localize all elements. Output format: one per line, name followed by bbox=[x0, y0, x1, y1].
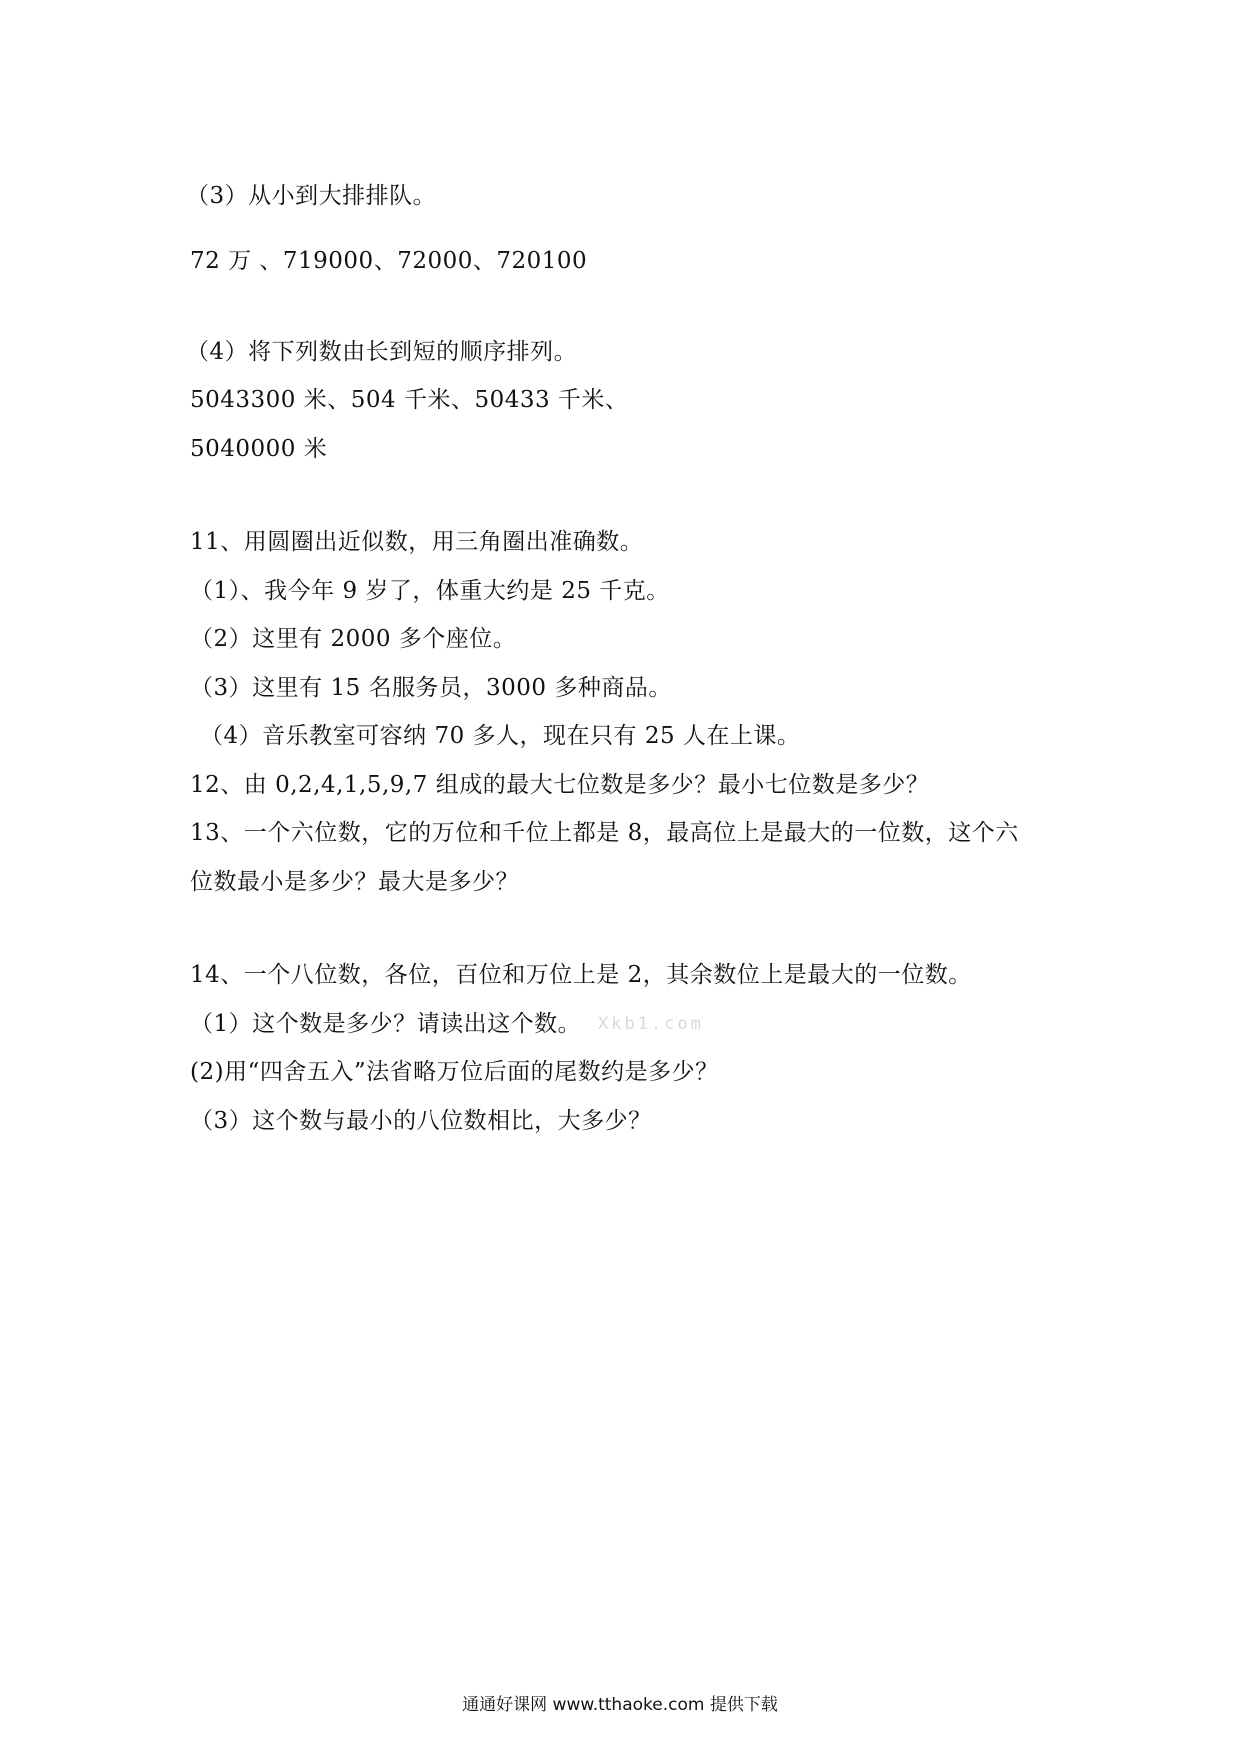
q10-3-numbers: 72 万 、719000、72000、720100 bbox=[190, 248, 588, 274]
watermark: Xkb1.com bbox=[598, 1014, 704, 1034]
q13-line1: 13、一个六位数，它的万位和千位上都是 8，最高位上是最大的一位数，这个六 bbox=[190, 820, 1019, 846]
q13-line2: 位数最小是多少？最大是多少？ bbox=[190, 869, 519, 895]
q10-4-numbers-line2: 5040000 米 bbox=[190, 436, 328, 462]
q14-heading: 14、一个八位数，各位，百位和万位上是 2，其余数位上是最大的一位数。 bbox=[190, 962, 972, 988]
q10-4-heading: （4）将下列数由长到短的顺序排列。 bbox=[186, 339, 578, 365]
q11-item-2: （2）这里有 2000 多个座位。 bbox=[190, 626, 517, 652]
q14-item-1: （1）这个数是多少？请读出这个数。 bbox=[190, 1011, 582, 1037]
page-footer: 通通好课网 www.tthaoke.com 提供下载 bbox=[462, 1695, 778, 1715]
q11-item-4: （4）音乐教室可容纳 70 多人，现在只有 25 人在上课。 bbox=[200, 723, 801, 749]
q12: 12、由 0,2,4,1,5,9,7 组成的最大七位数是多少？最小七位数是多少？ bbox=[190, 772, 930, 798]
q14-item-3: （3）这个数与最小的八位数相比，大多少？ bbox=[190, 1108, 652, 1134]
q14-item-2: (2)用“四舍五入”法省略万位后面的尾数约是多少？ bbox=[190, 1059, 719, 1085]
q11-item-3: （3）这里有 15 名服务员，3000 多种商品。 bbox=[190, 675, 672, 701]
q10-4-numbers-line1: 5043300 米、504 千米、50433 千米、 bbox=[190, 387, 629, 413]
q11-heading: 11、用圆圈出近似数，用三角圈出准确数。 bbox=[190, 529, 644, 555]
q10-3-heading: （3）从小到大排排队。 bbox=[186, 183, 437, 209]
q11-item-1: （1）、我今年 9 岁了，体重大约是 25 千克。 bbox=[190, 578, 670, 604]
